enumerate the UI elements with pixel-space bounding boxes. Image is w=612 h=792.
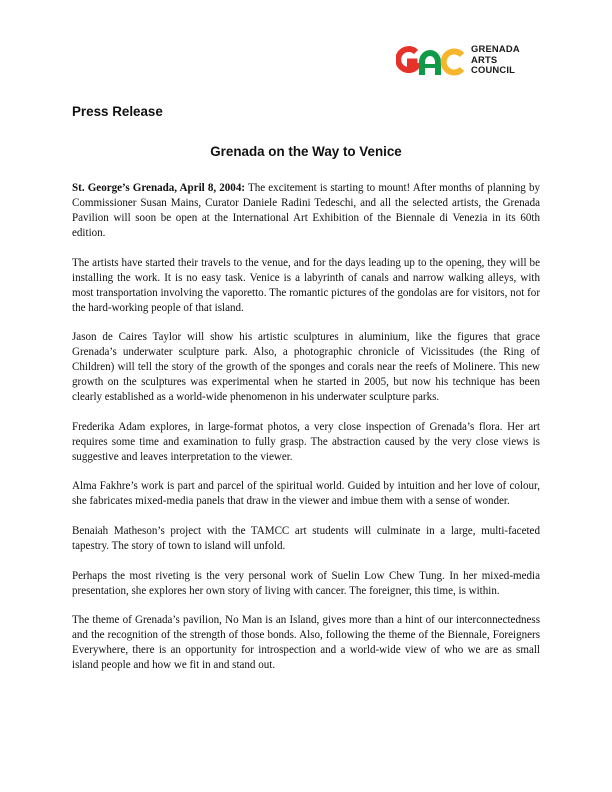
paragraph: The theme of Grenada’s pavilion, No Man is an Island, gives more than a hint of our interconnectedness and the recognition of the strength of those bonds. Also, following the theme of the Biennale, Foreigners Everywhere, there is an opportunity for introspection and a world-wide view of who we are as small island people and how we fit in and stand out. [72, 614, 540, 672]
dateline: St. George’s Grenada, April 8, 2004: [72, 182, 246, 194]
document-title: Grenada on the Way to Venice [210, 144, 402, 159]
logo-org-line: GRENADA [471, 43, 520, 54]
paragraph: Alma Fakhre’s work is part and parcel of the spiritual world. Guided by intuition and her love of colour, she fabricates mixed-media panels that draw in the viewer and imbue them with a sense of wonder. [72, 480, 540, 508]
logo-org-line: COUNCIL [471, 64, 516, 76]
paragraph: Perhaps the most riveting is the very personal work of Suelin Low Chew Tung. In her mixed-media presentation, she explores her own story of living with cancer. The foreigner, this time, is within. [72, 569, 540, 597]
paragraph [72, 181, 540, 241]
document-type-heading: Press Release [72, 104, 163, 119]
logo-org-name [471, 44, 520, 76]
paragraph: Jason de Caires Taylor will show his artistic sculptures in aluminium, like the figures that grace Grenada’s underwater sculpture park. Also, a photographic chronicle of Vicissitudes (the Ring of Children) will tell the story of the growth of the sponges and corals near the reefs of Molinere. This new growth on the sculptures was experimental when he started in 2005, but now his technique has been clearly established as a world-wide phenomenon in his underwater sculpture parks. [72, 331, 540, 404]
paragraph: Frederika Adam explores, in large-format photos, a very close inspection of Grenada’s flora. Her art requires some time and examination to fully grasp. The abstraction caused by the very close views is suggestive and leaves interpretation to the viewer. [72, 420, 540, 463]
paragraph: Benaiah Matheson’s project with the TAMCC art students will culminate in a large, multi-faceted tapestry. The story of town to island will unfold. [72, 524, 540, 552]
logo-org-line: ARTS [471, 53, 498, 65]
logo-letter-g [398, 49, 417, 70]
paragraph-text: The excitement is starting to mount! After months of planning by Commissioner Susan Mains, Curator Daniele Radini Tedeschi, and all the selected artists, the Grenada Pavilion will soon be open at the International Art Exhibition of the Biennale di Venezia in its 60th edition. [72, 182, 540, 239]
paragraph: The artists have started their travels to the venue, and for the days leading up to the opening, they will be installing the work. It is no easy task. Venice is a labyrinth of canals and narrow walking alleys, with most transportation involving the vaporetto. The romantic pictures of the gondolas are for visitors, not for the hard-working people of that island. [72, 256, 540, 314]
press-release-body [72, 181, 540, 688]
grenada-arts-council-logo [396, 44, 582, 80]
gac-logo-mark [396, 46, 466, 78]
logo-letter-c [444, 52, 462, 73]
